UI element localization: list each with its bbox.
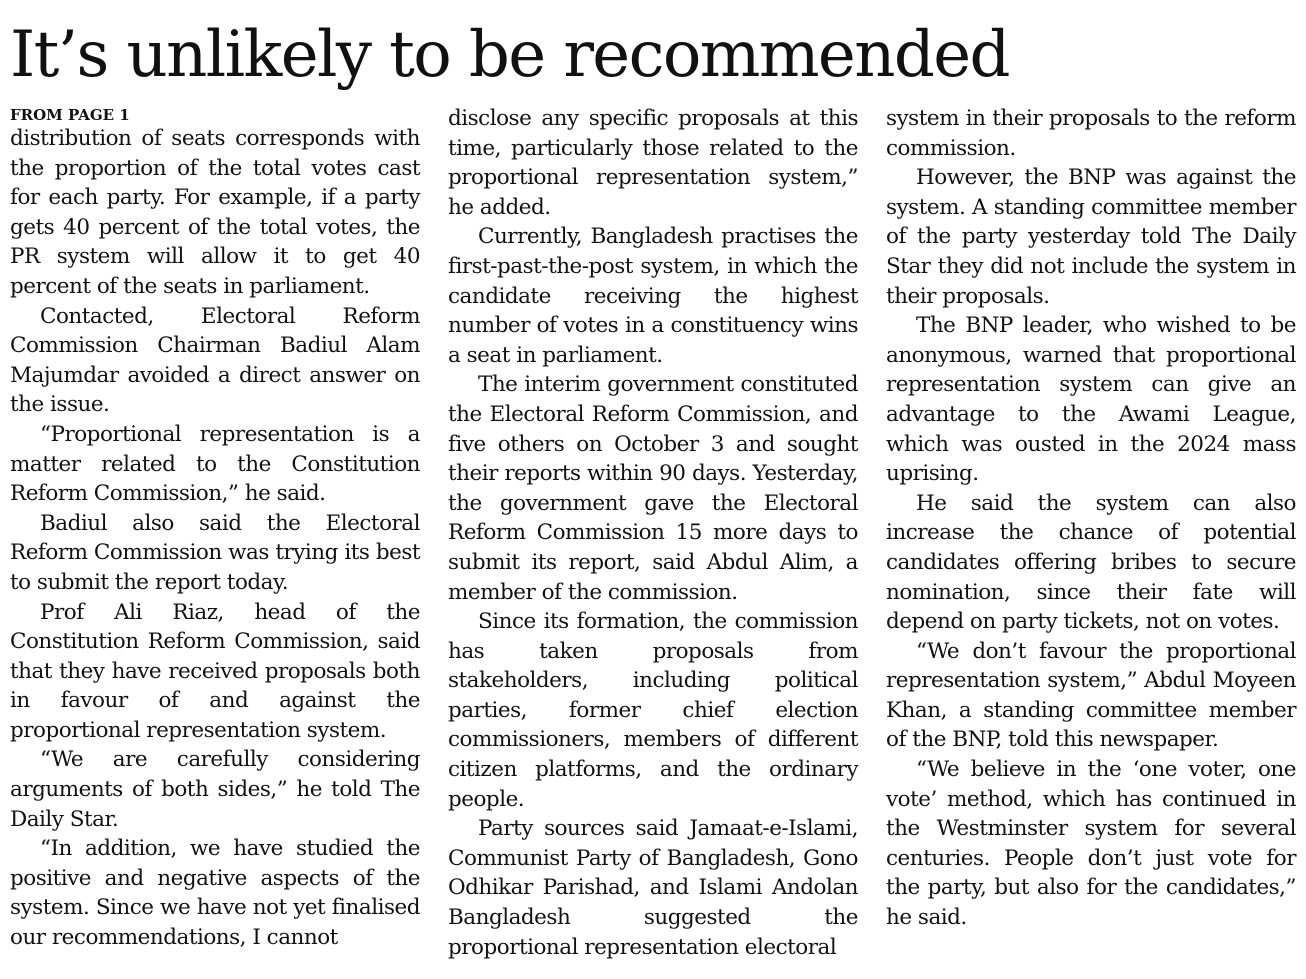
paragraph: Prof Ali Riaz, head of the Constitution Reform Commission, said that they have received proposals both in favour of and against the proportional representation system. (10, 599, 420, 743)
paragraph: Contacted, Electoral Reform Commission Chairman Badiul Alam Majumdar avoided a direct answer on the issue. (10, 303, 420, 418)
paragraph: disclose any specific proposals at this time, particularly those related to the proportional representation system,” he added. (448, 106, 858, 220)
paragraph: “We believe in the ‘one voter, one vote’ method, which has continued in the Westminster system for several centuries. People don’t just vote for the party, but also for the candidates,” he said. (886, 757, 1296, 931)
paragraph: Badiul also said the Electoral Reform Commission was trying its best to submit the report today. (10, 510, 420, 595)
paragraph: system in their proposals to the reform commission. (886, 106, 1296, 161)
column-1 (10, 106, 420, 962)
paragraph: “We don’t favour the proportional representation system,” Abdul Moyeen Khan, a standing committee member of the BNP, told this newspaper. (886, 638, 1296, 753)
paragraph: distribution of seats corresponds with the proportion of the total votes cast for each party. For example, if a party gets 40 percent of the total votes, the PR system will allow it to get 40 percent of the seats in parliament. (10, 126, 420, 299)
paragraph: He said the system can also increase the chance of potential candidates offering bribes to secure nomination, since their fate will depend on party tickets, not on votes. (886, 490, 1296, 635)
continuation-kicker: FROM PAGE 1 (10, 106, 130, 124)
paragraph: However, the BNP was against the system. A standing committee member of the party yesterday told The Daily Star they did not include the system in their proposals. (886, 165, 1296, 309)
paragraph: The interim government constituted the Electoral Reform Commission, and five others on October 3 and sought their reports within 90 days. Yesterday, the government gave the Electoral Reform Commission 15 more days to submit its report, said Abdul Alim, a member of the commission. (448, 372, 858, 605)
paragraph: The BNP leader, who wished to be anonymous, warned that proportional representation system can give an advantage to the Awami League, which was ousted in the 2024 mass uprising. (886, 313, 1296, 487)
paragraph: “In addition, we have studied the positive and negative aspects of the system. Since we have not yet finalised our recommendations, I cannot (10, 836, 420, 951)
article-body (10, 106, 1296, 962)
paragraph: “We are carefully considering arguments of both sides,” he told The Daily Star. (10, 747, 420, 832)
column-3 (886, 104, 1296, 962)
paragraph: “Proportional representation is a matter related to the Constitution Reform Commission,” he said. (10, 421, 420, 507)
headline: It’s unlikely to be recommended (10, 18, 1009, 92)
paragraph: Party sources said Jamaat-e-Islami, Communist Party of Bangladesh, Gono Odhikar Parishad, and Islami Andolan Bangladesh suggested the proportional representation electoral (448, 816, 858, 960)
column-2 (448, 104, 858, 962)
paragraph: Since its formation, the commission has taken proposals from stakeholders, including political parties, former chief election commissioners, members of different citizen platforms, and the ordinary people. (448, 609, 858, 812)
paragraph: Currently, Bangladesh practises the first-past-the-post system, in which the candidate receiving the highest number of votes in a constituency wins a seat in parliament. (448, 224, 858, 368)
